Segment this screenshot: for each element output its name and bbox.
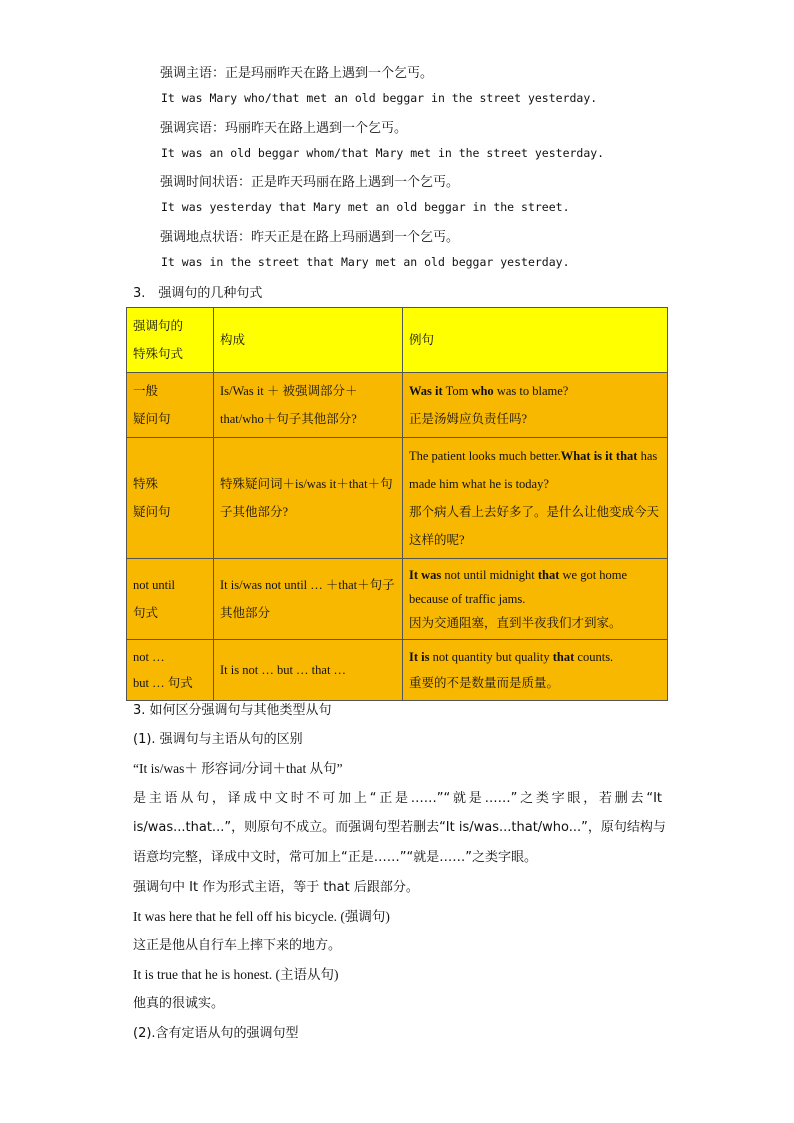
table-row: [127, 373, 668, 438]
table-row: [127, 640, 668, 701]
header-cell-type: [127, 308, 214, 373]
row-type-line: 特殊: [133, 477, 159, 491]
row-type: [127, 373, 214, 438]
example-sentence: It is true that he is honest. (主语从句): [133, 967, 339, 982]
example-bold: Was it: [409, 384, 443, 398]
example-text: we got home because of traffic jams.: [409, 568, 628, 606]
section-title-distinguish: 3. 如何区分强调句与其他类型从句: [133, 703, 332, 718]
example-translation: 因为交通阻塞，直到半夜我们才到家。: [409, 616, 622, 630]
row-type-line: not until: [133, 578, 176, 592]
example-bold: What is it that: [560, 449, 638, 463]
row-type: [127, 438, 214, 559]
example-text: The patient looks much better.: [409, 449, 561, 463]
section-title-sentence-patterns: 3. 强调句的几种句式: [133, 286, 263, 301]
row-type-line: 疑问句: [133, 412, 171, 426]
example-sentence: It was here that he fell off his bicycle. (强调句): [133, 909, 390, 924]
subsection-title-subject-clause: (1). 强调句与主语从句的区别: [133, 732, 303, 747]
header-cell-structure: 构成: [214, 308, 403, 373]
emphasis-patterns-table: [126, 307, 668, 701]
example-translation: 那个病人看上去好多了。是什么让他变成今天这样的呢?: [409, 505, 660, 547]
table-header-row: [127, 308, 668, 373]
formula-text: “It is/was＋ 形容词/分词＋that 从句”: [133, 761, 343, 776]
table-row: [127, 559, 668, 640]
row-type: [127, 559, 214, 640]
row-type: [127, 640, 214, 701]
row-structure: 特殊疑问词＋is/was it＋that＋句子其他部分?: [214, 438, 403, 559]
example-cn-place: 强调地点状语：昨天正是在路上玛丽遇到一个乞丐。: [160, 230, 460, 245]
example-en-object: It was an old beggar whom/that Mary met in the street yesterday.: [161, 146, 605, 160]
row-example: [403, 559, 668, 640]
row-type-line: 疑问句: [133, 505, 171, 519]
row-type-line: 句式: [133, 606, 159, 620]
paragraph-formal-subject: 强调句中 It 作为形式主语，等于 that 后跟部分。: [133, 880, 419, 895]
row-example: [403, 640, 668, 701]
example-cn-object: 强调宾语：玛丽昨天在路上遇到一个乞丐。: [160, 121, 408, 136]
example-en-place: It was in the street that Mary met an old beggar yesterday.: [161, 255, 570, 269]
example-text: has made him what he is today?: [409, 449, 658, 491]
example-bold: who: [471, 384, 494, 398]
row-type-line: 一般: [133, 384, 159, 398]
header-type-line2: 特殊句式: [133, 347, 184, 361]
table-row: [127, 438, 668, 559]
example-cn-subject: 强调主语：正是玛丽昨天在路上遇到一个乞丐。: [160, 66, 434, 81]
example-text: not until midnight: [441, 568, 538, 582]
example-bold: that: [552, 650, 575, 664]
subsection-title-attributive: (2).含有定语从句的强调句型: [133, 1026, 299, 1041]
example-cn-time: 强调时间状语：正是昨天玛丽在路上遇到一个乞丐。: [160, 175, 460, 190]
example-bold: that: [537, 568, 560, 582]
example-text: not quantity but quality: [429, 650, 553, 664]
row-type-line: but … 句式: [133, 676, 193, 690]
example-bold: It is: [409, 650, 430, 664]
example-text: Tom: [442, 384, 472, 398]
row-example: [403, 373, 668, 438]
example-text: was to blame?: [493, 384, 569, 398]
row-structure: It is not … but … that …: [214, 640, 403, 701]
example-en-subject: It was Mary who/that met an old beggar in the street yesterday.: [161, 91, 598, 105]
row-structure: Is/Was it ＋ 被强调部分＋that/who＋句子其他部分?: [214, 373, 403, 438]
paragraph-line: is/was...that...”，则原句不成立。而强调句型若删去“It is/was...that/who...”，原句结构与: [133, 820, 666, 835]
paragraph-line: 是主语从句，译成中文时不可加上“正是……”“就是……”之类字眼，若删去“It: [133, 791, 662, 806]
example-translation: 他真的很诚实。: [133, 996, 225, 1011]
example-text: counts.: [574, 650, 614, 664]
row-type-line: not …: [133, 650, 165, 664]
example-en-time: It was yesterday that Mary met an old beggar in the street.: [161, 200, 570, 214]
example-translation: 这正是他从自行车上摔下来的地方。: [133, 938, 342, 953]
example-translation: 重要的不是数量而是质量。: [409, 676, 560, 690]
header-cell-example: 例句: [403, 308, 668, 373]
header-type-line1: 强调句的: [133, 319, 184, 333]
row-example: [403, 438, 668, 559]
paragraph-line: 语意均完整，译成中文时，常可加上“正是……”“就是……”之类字眼。: [133, 850, 537, 865]
example-bold: It was: [409, 568, 442, 582]
example-translation: 正是汤姆应负责任吗?: [409, 412, 528, 426]
row-structure: It is/was not until … ＋that＋句子其他部分: [214, 559, 403, 640]
